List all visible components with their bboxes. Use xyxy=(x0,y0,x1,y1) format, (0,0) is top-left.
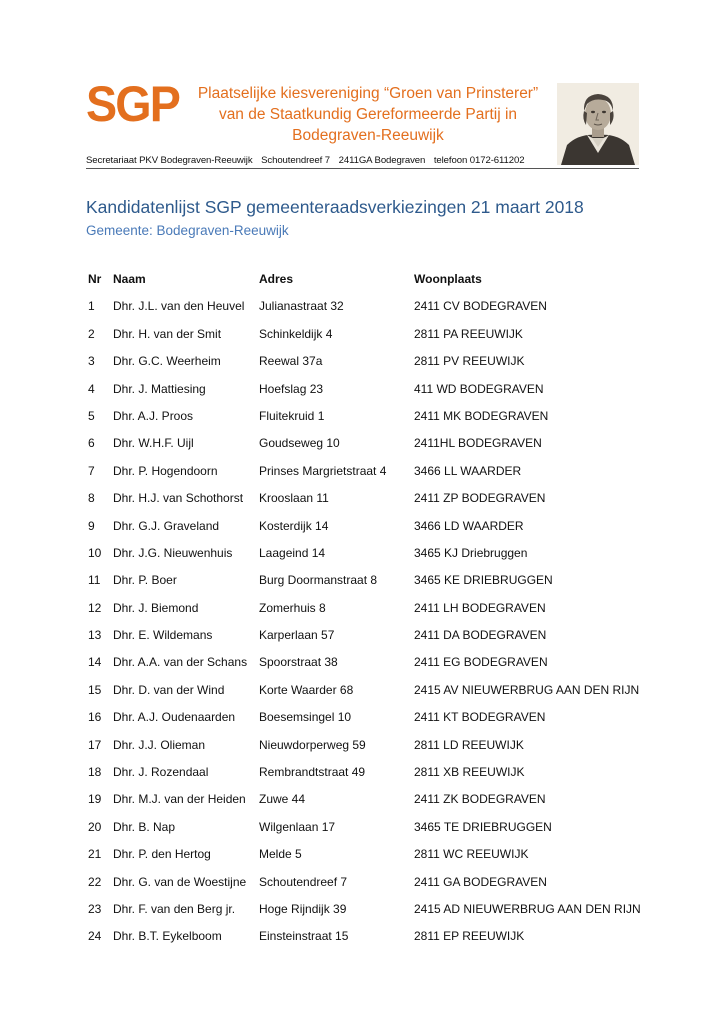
header-adres: Adres xyxy=(259,272,294,286)
cell-nr: 16 xyxy=(88,710,102,725)
cell-naam: Dhr. H. van der Smit xyxy=(113,326,222,341)
cell-naam: Dhr. J. Mattiesing xyxy=(113,381,206,396)
header-naam: Naam xyxy=(113,272,146,286)
cell-woonplaats: 3465 KJ Driebruggen xyxy=(414,545,528,560)
secretariat-label: Secretariaat PKV Bodegraven-Reeuwijk xyxy=(86,155,253,166)
cell-adres: Prinses Margrietstraat 4 xyxy=(259,463,387,478)
cell-adres: Hoge Rijndijk 39 xyxy=(259,901,347,916)
cell-woonplaats: 2411HL BODEGRAVEN xyxy=(414,436,542,451)
cell-nr: 2 xyxy=(88,326,95,341)
cell-naam: Dhr. J.G. Nieuwenhuis xyxy=(113,545,233,560)
table-row xyxy=(88,706,648,733)
table-row xyxy=(88,816,648,843)
cell-naam: Dhr. J. Biemond xyxy=(113,600,199,615)
cell-nr: 24 xyxy=(88,929,102,944)
table-row xyxy=(88,350,648,377)
cell-adres: Nieuwdorperweg 59 xyxy=(259,737,366,752)
cell-adres: Rembrandtstraat 49 xyxy=(259,765,366,780)
cell-adres: Zuwe 44 xyxy=(259,792,306,807)
cell-woonplaats: 411 WD BODEGRAVEN xyxy=(414,381,544,396)
cell-naam: Dhr. D. van der Wind xyxy=(113,682,225,697)
table-row xyxy=(88,898,648,925)
cell-naam: Dhr. F. van den Berg jr. xyxy=(113,901,236,916)
table-row xyxy=(88,651,648,678)
cell-nr: 4 xyxy=(88,381,95,396)
cell-naam: Dhr. P. den Hertog xyxy=(113,847,211,862)
cell-naam: Dhr. G.J. Graveland xyxy=(113,518,220,533)
cell-nr: 12 xyxy=(88,600,102,615)
cell-adres: Korte Waarder 68 xyxy=(259,682,354,697)
organization-name xyxy=(188,83,548,146)
cell-adres: Julianastraat 32 xyxy=(259,299,344,314)
table-row xyxy=(88,405,648,432)
cell-woonplaats: 2811 XB REEUWIJK xyxy=(414,765,525,780)
cell-adres: Kosterdijk 14 xyxy=(259,518,329,533)
cell-nr: 23 xyxy=(88,901,102,916)
header-woonplaats: Woonplaats xyxy=(414,272,482,286)
cell-naam: Dhr. M.J. van der Heiden xyxy=(113,792,246,807)
portrait-image xyxy=(557,83,639,165)
secretariat-phone: telefoon 0172-611202 xyxy=(433,155,525,166)
cell-woonplaats: 2411 ZP BODEGRAVEN xyxy=(414,491,546,506)
cell-naam: Dhr. A.J. Oudenaarden xyxy=(113,710,236,725)
cell-nr: 14 xyxy=(88,655,102,670)
cell-woonplaats: 2411 CV BODEGRAVEN xyxy=(414,299,547,314)
cell-woonplaats: 2411 KT BODEGRAVEN xyxy=(414,710,546,725)
cell-woonplaats: 2411 LH BODEGRAVEN xyxy=(414,600,546,615)
cell-adres: Fluitekruid 1 xyxy=(259,408,325,423)
cell-nr: 18 xyxy=(88,765,102,780)
cell-adres: Burg Doormanstraat 8 xyxy=(259,573,378,588)
cell-nr: 9 xyxy=(88,518,95,533)
secretariat-city: 2411GA Bodegraven xyxy=(338,155,426,166)
cell-adres: Zomerhuis 8 xyxy=(259,600,326,615)
cell-naam: Dhr. J. Rozendaal xyxy=(113,765,209,780)
cell-nr: 3 xyxy=(88,354,95,369)
cell-nr: 13 xyxy=(88,628,102,643)
table-row xyxy=(88,871,648,898)
cell-naam: Dhr. J.J. Olieman xyxy=(113,737,206,752)
cell-naam: Dhr. P. Boer xyxy=(113,573,177,588)
cell-nr: 5 xyxy=(88,408,95,423)
header-divider xyxy=(86,168,639,169)
cell-naam: Dhr. J.L. van den Heuvel xyxy=(113,299,245,314)
secretariat-line xyxy=(86,155,531,166)
cell-nr: 8 xyxy=(88,491,95,506)
table-row xyxy=(88,542,648,569)
cell-woonplaats: 2411 MK BODEGRAVEN xyxy=(414,408,549,423)
cell-naam: Dhr. A.J. Proos xyxy=(113,408,194,423)
secretariat-street: Schoutendreef 7 xyxy=(261,155,331,166)
table-row xyxy=(88,624,648,651)
table-row xyxy=(88,378,648,405)
table-body xyxy=(88,295,648,952)
page-title: Kandidatenlijst SGP gemeenteraadsverkiezingen 21 maart 2018 xyxy=(86,197,584,217)
cell-nr: 21 xyxy=(88,847,102,862)
org-line-2: van de Staatkundig Gereformeerde Partij in xyxy=(218,106,518,123)
cell-adres: Wilgenlaan 17 xyxy=(259,819,336,834)
page-subtitle: Gemeente: Bodegraven-Reeuwijk xyxy=(86,223,289,238)
cell-adres: Krooslaan 11 xyxy=(259,491,329,506)
cell-nr: 15 xyxy=(88,682,102,697)
table-row xyxy=(88,323,648,350)
cell-naam: Dhr. B. Nap xyxy=(113,819,176,834)
table-row xyxy=(88,761,648,788)
cell-woonplaats: 2811 PV REEUWIJK xyxy=(414,354,525,369)
cell-nr: 19 xyxy=(88,792,102,807)
table-header-row xyxy=(88,268,648,295)
table-row xyxy=(88,460,648,487)
cell-nr: 11 xyxy=(88,573,101,588)
cell-naam: Dhr. H.J. van Schothorst xyxy=(113,491,244,506)
cell-woonplaats: 2411 ZK BODEGRAVEN xyxy=(414,792,546,807)
table-row xyxy=(88,569,648,596)
cell-woonplaats: 2411 EG BODEGRAVEN xyxy=(414,655,548,670)
cell-woonplaats: 2811 LD REEUWIJK xyxy=(414,737,524,752)
cell-adres: Boesemsingel 10 xyxy=(259,710,352,725)
cell-naam: Dhr. A.A. van der Schans xyxy=(113,655,248,670)
cell-woonplaats: 3466 LL WAARDER xyxy=(414,463,522,478)
candidate-table xyxy=(88,268,648,953)
cell-adres: Spoorstraat 38 xyxy=(259,655,338,670)
header-nr: Nr xyxy=(88,272,102,286)
cell-woonplaats: 2411 GA BODEGRAVEN xyxy=(414,874,547,889)
table-row xyxy=(88,515,648,542)
table-row xyxy=(88,843,648,870)
table-row xyxy=(88,432,648,459)
cell-nr: 10 xyxy=(88,545,102,560)
cell-nr: 22 xyxy=(88,874,102,889)
cell-adres: Einsteinstraat 15 xyxy=(259,929,349,944)
cell-adres: Reewal 37a xyxy=(259,354,323,369)
cell-naam: Dhr. G. van de Woestijne xyxy=(113,874,247,889)
cell-woonplaats: 2811 PA REEUWIJK xyxy=(414,326,523,341)
cell-woonplaats: 2411 DA BODEGRAVEN xyxy=(414,628,547,643)
cell-nr: 17 xyxy=(88,737,102,752)
cell-adres: Karperlaan 57 xyxy=(259,628,335,643)
org-line-3: Bodegraven-Reeuwijk xyxy=(292,127,444,144)
cell-nr: 6 xyxy=(88,436,95,451)
cell-woonplaats: 3465 KE DRIEBRUGGEN xyxy=(414,573,553,588)
cell-naam: Dhr. W.H.F. Uijl xyxy=(113,436,194,451)
cell-nr: 7 xyxy=(88,463,95,478)
table-row xyxy=(88,295,648,322)
table-row xyxy=(88,597,648,624)
table-row xyxy=(88,734,648,761)
org-line-1: Plaatselijke kiesvereniging “Groen van Prinsterer” xyxy=(197,85,539,102)
cell-woonplaats: 2415 AV NIEUWERBRUG AAN DEN RIJN xyxy=(414,682,640,697)
cell-woonplaats: 2415 AD NIEUWERBRUG AAN DEN RIJN xyxy=(414,901,641,916)
cell-woonplaats: 3466 LD WAARDER xyxy=(414,518,524,533)
cell-adres: Schinkeldijk 4 xyxy=(259,326,333,341)
cell-naam: Dhr. E. Wildemans xyxy=(113,628,213,643)
cell-adres: Hoefslag 23 xyxy=(259,381,324,396)
cell-adres: Melde 5 xyxy=(259,847,302,862)
sgp-logo xyxy=(86,79,181,127)
cell-nr: 1 xyxy=(88,299,95,314)
cell-adres: Goudseweg 10 xyxy=(259,436,340,451)
table-row xyxy=(88,487,648,514)
cell-woonplaats: 2811 WC REEUWIJK xyxy=(414,847,529,862)
table-row xyxy=(88,925,648,952)
cell-adres: Laageind 14 xyxy=(259,545,326,560)
cell-naam: Dhr. G.C. Weerheim xyxy=(113,354,221,369)
table-row xyxy=(88,679,648,706)
cell-woonplaats: 2811 EP REEUWIJK xyxy=(414,929,525,944)
cell-adres: Schoutendreef 7 xyxy=(259,874,348,889)
cell-nr: 20 xyxy=(88,819,102,834)
cell-woonplaats: 3465 TE DRIEBRUGGEN xyxy=(414,819,552,834)
logo-text: SGP xyxy=(86,79,180,127)
cell-naam: Dhr. B.T. Eykelboom xyxy=(113,929,222,944)
cell-naam: Dhr. P. Hogendoorn xyxy=(113,463,218,478)
table-row xyxy=(88,788,648,815)
